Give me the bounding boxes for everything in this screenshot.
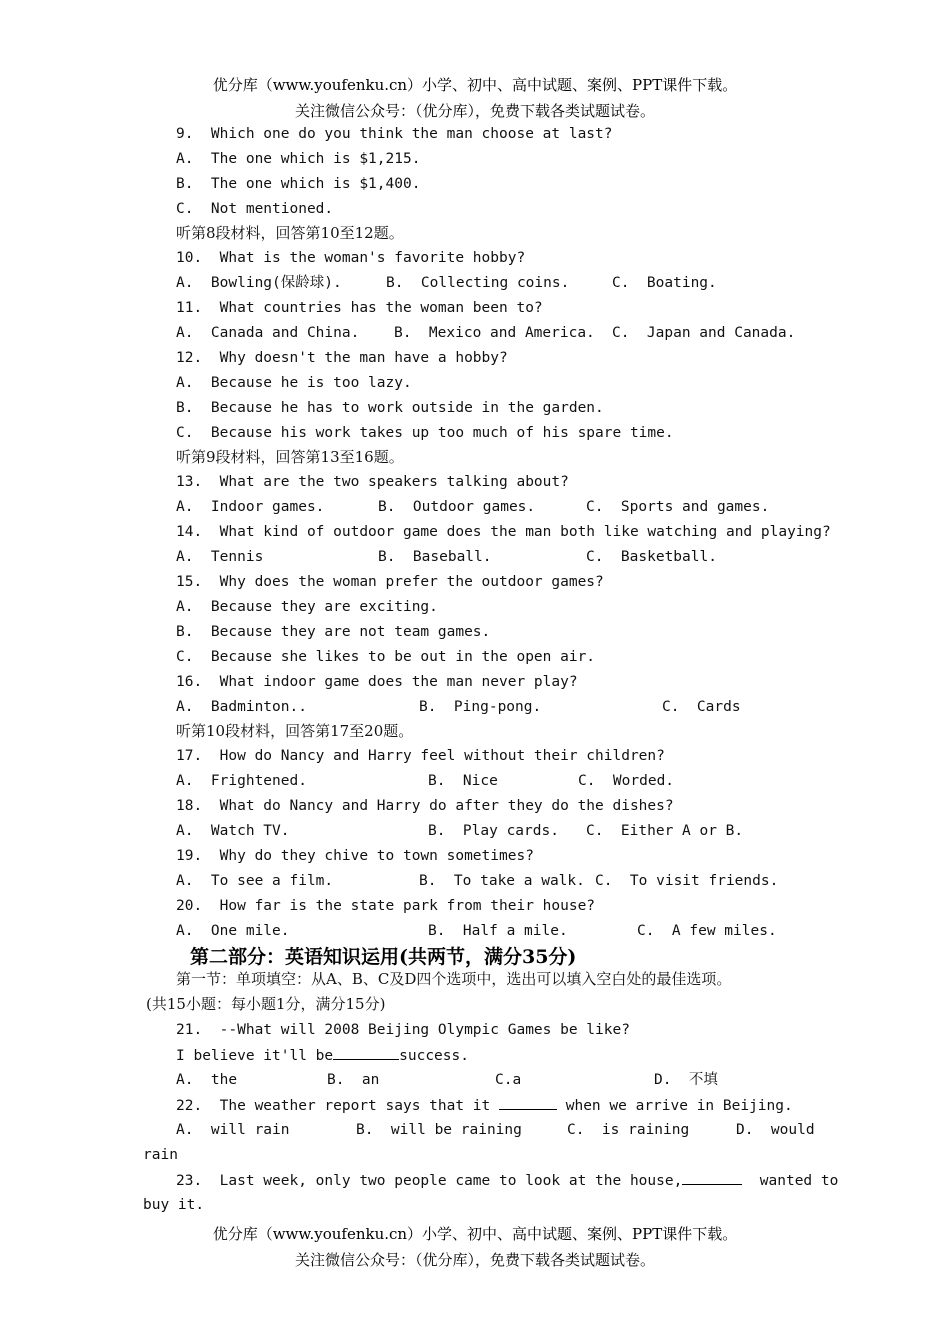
- question-13-option-a: A. Indoor games.: [176, 499, 325, 515]
- question-21-option-d: D. 不填: [654, 1072, 718, 1088]
- question-15-option-a: A. Because they are exciting.: [176, 599, 438, 615]
- question-22-option-d: D. would: [736, 1122, 815, 1138]
- footer-line-2: 关注微信公众号：（优分库），免费下载各类试题试卷。: [294, 1251, 655, 1269]
- question-23-stem-wrap: buy it.: [143, 1197, 205, 1213]
- question-23-text-before-blank: 23. Last week, only two people came to look at the house,: [176, 1173, 683, 1189]
- section-2-intro-cont: (共15小题：每小题1分，满分15分): [146, 995, 386, 1013]
- question-18-stem: 18. What do Nancy and Harry do after they do the dishes?: [176, 798, 674, 814]
- section-2-intro: 第一节：单项填空：从A、B、C及D四个选项中，选出可以填入空白处的最佳选项。: [176, 970, 732, 988]
- question-11-stem: 11. What countries has the woman been to?: [176, 300, 543, 316]
- question-22-option-d-wrap: rain: [143, 1147, 178, 1163]
- question-22-blank: [499, 1095, 557, 1110]
- question-10-option-c: C. Boating.: [612, 275, 717, 291]
- listening-part-10-heading: 听第10段材料，回答第17至20题。: [176, 722, 414, 740]
- header-line-2: 关注微信公众号：（优分库），免费下载各类试题试卷。: [294, 102, 655, 120]
- question-16-option-b: B. Ping-pong.: [419, 699, 542, 715]
- question-21-stem: 21. --What will 2008 Beijing Olympic Games be like?: [176, 1022, 630, 1038]
- question-23-blank: [682, 1170, 742, 1185]
- question-10-stem: 10. What is the woman's favorite hobby?: [176, 250, 526, 266]
- question-16-option-a: A. Badminton..: [176, 699, 307, 715]
- question-22-option-a: A. will rain: [176, 1122, 290, 1138]
- question-21-text-before-blank: I believe it'll be: [176, 1048, 334, 1064]
- question-9-option-a: A. The one which is $1,215.: [176, 151, 421, 167]
- question-15-option-c: C. Because she likes to be out in the open air.: [176, 649, 596, 665]
- question-23-text-after-blank: wanted to: [742, 1173, 839, 1189]
- question-21-text-after-blank: success.: [399, 1048, 469, 1064]
- question-20-option-c: C. A few miles.: [637, 923, 777, 939]
- header-line-1: 优分库（www.youfenku.cn）小学、初中、高中试题、案例、PPT课件下载。: [212, 76, 738, 94]
- question-22-text-after-blank: when we arrive in Beijing.: [557, 1098, 793, 1114]
- question-10-option-a: A. Bowling(保龄球).: [176, 275, 342, 291]
- question-9-stem: 9. Which one do you think the man choose at last?: [176, 126, 613, 142]
- section-2-title: 第二部分：英语知识运用(共两节，满分35分): [190, 946, 577, 968]
- question-22-option-b: B. will be raining: [356, 1122, 522, 1138]
- question-23-stem: [176, 1170, 838, 1191]
- question-17-option-c: C. Worded.: [578, 773, 675, 789]
- question-12-option-a: A. Because he is too lazy.: [176, 375, 412, 391]
- question-10-option-b: B. Collecting coins.: [386, 275, 570, 291]
- question-14-option-c: C. Basketball.: [586, 549, 717, 565]
- question-12-option-b: B. Because he has to work outside in the garden.: [176, 400, 604, 416]
- question-19-option-b: B. To take a walk.: [419, 873, 585, 889]
- question-11-option-c: C. Japan and Canada.: [612, 325, 796, 341]
- question-12-option-c: C. Because his work takes up too much of his spare time.: [176, 425, 674, 441]
- question-19-option-c: C. To visit friends.: [595, 873, 779, 889]
- question-15-stem: 15. Why does the woman prefer the outdoor games?: [176, 574, 604, 590]
- question-13-option-b: B. Outdoor games.: [378, 499, 536, 515]
- question-21-option-b: B. an: [327, 1072, 380, 1088]
- question-15-option-b: B. Because they are not team games.: [176, 624, 491, 640]
- listening-part-8-heading: 听第8段材料，回答第10至12题。: [176, 224, 404, 242]
- question-18-option-b: B. Play cards.: [428, 823, 559, 839]
- question-20-option-b: B. Half a mile.: [428, 923, 568, 939]
- question-14-stem: 14. What kind of outdoor game does the man both like watching and playing?: [176, 524, 831, 540]
- question-19-option-a: A. To see a film.: [176, 873, 334, 889]
- question-17-stem: 17. How do Nancy and Harry feel without their children?: [176, 748, 665, 764]
- question-14-option-b: B. Baseball.: [378, 549, 492, 565]
- question-22-stem: [176, 1095, 793, 1116]
- question-20-stem: 20. How far is the state park from their house?: [176, 898, 596, 914]
- question-13-stem: 13. What are the two speakers talking about?: [176, 474, 569, 490]
- question-17-option-b: B. Nice: [428, 773, 498, 789]
- question-22-option-c: C. is raining: [567, 1122, 690, 1138]
- question-21-option-c: C.a: [495, 1072, 522, 1088]
- question-11-option-a: A. Canada and China.: [176, 325, 360, 341]
- question-9-option-c: C. Not mentioned.: [176, 201, 334, 217]
- question-21-option-a: A. the: [176, 1072, 238, 1088]
- footer-line-1: 优分库（www.youfenku.cn）小学、初中、高中试题、案例、PPT课件下载。: [212, 1225, 738, 1243]
- question-21-blank: [333, 1045, 399, 1060]
- question-13-option-c: C. Sports and games.: [586, 499, 770, 515]
- question-14-option-a: A. Tennis: [176, 549, 264, 565]
- question-18-option-c: C. Either A or B.: [586, 823, 744, 839]
- question-16-option-c: C. Cards: [662, 699, 741, 715]
- question-9-option-b: B. The one which is $1,400.: [176, 176, 421, 192]
- question-20-option-a: A. One mile.: [176, 923, 290, 939]
- question-21-line-2: [176, 1045, 469, 1066]
- question-18-option-a: A. Watch TV.: [176, 823, 290, 839]
- question-17-option-a: A. Frightened.: [176, 773, 307, 789]
- question-22-text-before-blank: 22. The weather report says that it: [176, 1098, 500, 1114]
- question-11-option-b: B. Mexico and America.: [394, 325, 595, 341]
- listening-part-9-heading: 听第9段材料，回答第13至16题。: [176, 448, 404, 466]
- question-19-stem: 19. Why do they chive to town sometimes?: [176, 848, 534, 864]
- question-16-stem: 16. What indoor game does the man never play?: [176, 674, 578, 690]
- question-12-stem: 12. Why doesn't the man have a hobby?: [176, 350, 508, 366]
